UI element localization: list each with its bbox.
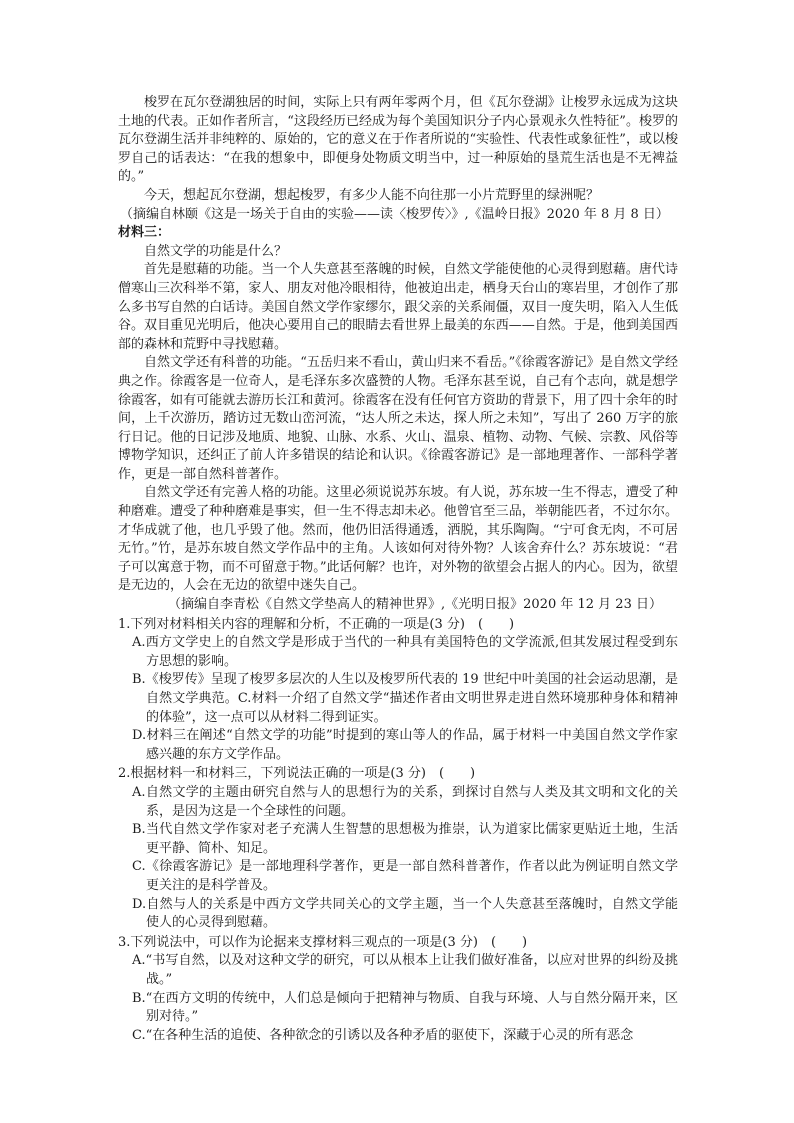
paragraph: 自然文学的功能是什么？ xyxy=(144,243,288,259)
section-heading: 材料三： xyxy=(118,225,171,241)
option-b: B.当代自然文学作家对老子充满人生智慧的思想极为推崇，认为道家比儒家更贴近土地，生活更平静、简朴、知足。 xyxy=(132,822,678,856)
option-a: A.西方文学史上的自然文学是形成于当代的一种具有美国特色的文学流派,但其发展过程受到东方思想的影响。 xyxy=(132,635,678,669)
paragraph: 梭罗在瓦尔登湖独居的时间，实际上只有两年零两个月，但《瓦尔登湖》让梭罗永远成为这块土地的代表。正如作者所言，“这段经历已经成为每个美国知识分子内心景观永久性特征”。梭罗的瓦尔登湖生活并非纯粹的、原始的，它的意义在于作者所说的“实验性、代表性或象征性”，或以梭罗自己的话表达：“在我的想象中，即便身处物质文明当中，过一种原始的垦荒生活也是不无裨益的。” xyxy=(118,95,678,185)
source-citation: （摘编自李青松《自然文学垫高人的精神世界》,《光明日报》2020 年 12 月 23 日） xyxy=(168,597,662,613)
paragraph: 自然文学还有科普的功能。“五岳归来不看山，黄山归来不看岳。”《徐霞客游记》是自然文学经典之作。徐霞客是一位奇人，是毛泽东多次盛赞的人物。毛泽东甚至说，自己有个志向，就是想学徐霞客，如有可能就去游历长江和黄河。徐霞客在没有任何官方资助的背景下，用了四十余年的时间，上千次游历，踏访过无数山峦河流，“达人所之未达，探人所之未知”，写出了 260 万字的旅行日记。他的日记涉及地质、地貌、山脉、水系、火山、温泉、植物、动物、气候、宗教、风俗等博物学知识，还纠正了前人许多错误的结论和认识。《徐霞客游记》是一部地理著作、一部科学著作，更是一部自然科普著作。 xyxy=(118,355,678,482)
question-stem: 1.下列对材料相关内容的理解和分析，不正确的一项是(3 分) ( ) xyxy=(118,616,515,632)
option-c: C.“在各种生活的追使、各种欲念的引诱以及各种矛盾的驱使下，深藏于心灵的所有恶念 xyxy=(132,1027,634,1043)
paragraph: 首先是慰藉的功能。当一个人失意甚至落魄的时候，自然文学能使他的心灵得到慰藉。唐代诗僧寒山三次科举不第，家人、朋友对他冷眼相待，他被迫出走，栖身天台山的寒岩里，才创作了那么多书写自然的白话诗。美国自然文学作家缪尔，跟父亲的关系闹僵，双目一度失明，陷入人生低谷。双目重见光明后，他决心要用自己的眼睛去看世界上最美的东西——自然。于是，他到美国西部的森林和荒野中寻找慰藉。 xyxy=(118,262,678,352)
source-citation: （摘编自林颐《这是一场关于自由的实验——读〈梭罗传〉》,《温岭日报》2020 年 8 月 8 日） xyxy=(120,206,669,222)
option-b: B.《梭罗传》呈现了梭罗多层次的人生以及梭罗所代表的 19 世纪中叶美国的社会运动思潮，是自然文学典范。C.材料一介绍了自然文学“描述作者由文明世界走进自然环境那种身体和精神的体验”，这一点可以从材料二得到证实。 xyxy=(132,672,678,725)
question-3 xyxy=(118,934,678,1046)
option-d: D.自然与人的关系是中西方文学共同关心的文学主题，当一个人失意甚至落魄时，自然文学能使人的心灵得到慰藉。 xyxy=(132,896,678,931)
option-d: D.材料三在阐述“自然文学的功能”时提到的寒山等人的作品，属于材料一中美国自然文学作家感兴趣的东方文学作品。 xyxy=(132,728,678,762)
paragraph: 今天，想起瓦尔登湖，想起梭罗，有多少人能不向往那一小片荒野里的绿洲呢？ xyxy=(144,187,600,203)
question-stem: 2.根据材料一和材料三，下列说法正确的一项是(3 分) ( ) xyxy=(118,766,476,782)
option-c: C.《徐霞客游记》是一部地理科学著作，更是一部自然科普著作，作者以此为例证明自然文学更关注的是科学普及。 xyxy=(132,859,678,893)
option-a: A.“书写自然，以及对这种文学的研究，可以从根本上让我们做好准备，以应对世界的纠纷及挑战。” xyxy=(132,953,678,987)
paragraph: 自然文学还有完善人格的功能。这里必须说说苏东坡。有人说，苏东坡一生不得志，遭受了种种磨难。遭受了种种磨难是事实，但一生不得志却未必。他曾官至三品，举朝能匹者，不过尔尔。才华成就了他，也几乎毁了他。然而，他仍旧活得通透，洒脱，其乐陶陶。“宁可食无肉，不可居无竹。”竹，是苏东坡自然文学作品中的主角。人该如何对待外物？人该舍弃什么？苏东坡说：“君子可以寓意于物，而不可留意于物。”此话何解？也许，对外物的欲望会占据人的内心。因为，欲望是无边的，人会在无边的欲望中迷失自己。 xyxy=(118,485,678,594)
question-1 xyxy=(118,616,678,765)
question-stem: 3.下列说法中，可以作为论据来支撑材料三观点的一项是(3 分) ( ) xyxy=(118,934,528,950)
document-page xyxy=(118,94,678,1045)
option-b: B.“在西方文明的传统中，人们总是倾向于把精神与物质、自我与环境、人与自然分隔开来，区别对待。” xyxy=(132,990,678,1025)
question-2 xyxy=(118,765,678,932)
option-a: A.自然文学的主题由研究自然与人的思想行为的关系，到探讨自然与人类及其文明和文化的关系，是因为这是一个全球性的问题。 xyxy=(132,784,678,819)
